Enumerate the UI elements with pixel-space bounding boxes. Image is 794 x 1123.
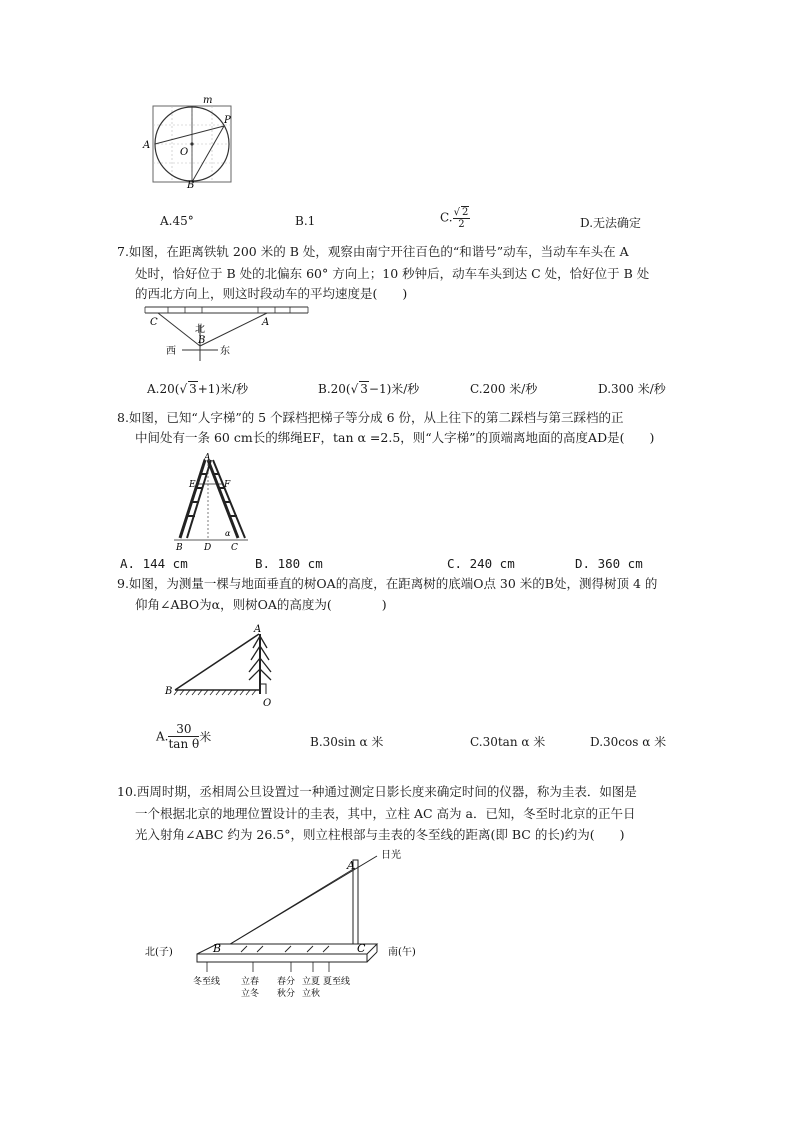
q10-text-line-3: 光入射角∠ABC 约为 26.5°，则立柱根部与圭表的冬至线的距离(即 BC 的长)约为( )	[135, 827, 625, 842]
q10-text-line-1: 10.西周时期，丞相周公旦设置过一种通过测定日影长度来确定时间的仪器，称为圭表．如图是	[117, 784, 637, 799]
q7-option-a: A.20(√ 3+1)米/秒	[147, 382, 249, 396]
q7-figure	[140, 303, 315, 363]
q7-text-line-2: 处时，恰好位于 B 处的北偏东 60° 方向上；10 秒钟后，动车车头到达 C 处，恰好位于 B 处	[135, 266, 650, 281]
q7-option-c: C.200 米/秒	[470, 382, 538, 396]
q10-label-b: B	[213, 942, 222, 955]
q8-label-c: C	[231, 543, 238, 552]
q10-label-equinox2: 秋分	[277, 989, 296, 999]
q8-option-a: A. 144 cm	[120, 556, 188, 571]
q10-label-summer1: 立夏	[302, 977, 321, 987]
q10-label-summer-line: 夏至线	[323, 977, 351, 987]
q10-label-summer2: 立秋	[302, 989, 321, 999]
q8-label-b: B	[176, 543, 183, 552]
q8-option-b: B. 180 cm	[255, 556, 323, 571]
q6-option-b: B.1	[295, 214, 316, 228]
q7-label-west: 西	[166, 346, 176, 357]
q6-label-b: B	[187, 180, 195, 190]
q8-option-c: C. 240 cm	[447, 556, 515, 571]
q9-label-o: O	[263, 698, 272, 709]
q10-label-winter: 冬至线	[193, 977, 221, 987]
q7-label-north: 北	[195, 324, 205, 335]
q7-text-line-3: 的西北方向上，则这时段动车的平均速度是( )	[135, 286, 408, 301]
q10-figure	[145, 848, 430, 1008]
q8-label-alpha: α	[225, 529, 231, 538]
q10-label-sunlight: 日光	[381, 850, 401, 861]
q9-label-a: A	[254, 624, 262, 635]
q9-text-line-1: 9.如图，为测量一棵与地面垂直的树OA的高度，在距离树的底端O点 30 米的B处，测得树顶 4 的	[117, 576, 658, 591]
q6-option-d: D.无法确定	[580, 216, 642, 230]
q6-label-p: P	[224, 115, 231, 126]
q6-label-m: m	[203, 95, 213, 106]
q10-label-spring2: 立冬	[241, 989, 260, 999]
q9-option-a: A. $\frac{30}{\text{tan θ}}$ 米	[156, 722, 212, 751]
q10-label-equinox1: 春分	[277, 977, 296, 987]
q10-label-spring1: 立春	[241, 977, 260, 987]
q10-label-north: 北(子)	[145, 947, 173, 958]
q10-label-a: A	[347, 859, 355, 872]
q9-text-line-2: 仰角∠ABO为α，则树OA的高度为( )	[135, 597, 387, 612]
q7-label-a: A	[262, 317, 270, 328]
q9-label-b: B	[165, 686, 173, 697]
q10-label-c: C	[357, 942, 366, 955]
q8-label-a: A	[204, 453, 211, 463]
q9-option-c: C.30tan α 米	[470, 735, 546, 749]
q8-text-line-1: 8.如图，已知“人字梯”的 5 个踩档把梯子等分成 6 份，从上往下的第二踩档与第三踩档的正	[117, 410, 624, 425]
q9-figure	[160, 622, 285, 710]
q10-text-line-2: 一个根据北京的地理位置设计的圭表，其中，立柱 AC 高为 a．已知，冬至时北京的正午日	[135, 806, 636, 821]
q6-option-a: A.45°	[160, 214, 194, 228]
q8-figure	[168, 452, 253, 552]
q9-option-b: B.30sin α 米	[310, 735, 384, 749]
q7-text-line-1: 7.如图，在距离铁轨 200 米的 B 处，观察由南宁开往百色的“和谐号”动车，当动车车头在 A	[117, 244, 629, 259]
q6-label-a: A	[143, 140, 151, 151]
q7-option-b: B.20(√ 3−1)米/秒	[318, 382, 420, 396]
q8-option-d: D. 360 cm	[575, 556, 643, 571]
q8-label-f: F	[224, 480, 231, 490]
q7-option-d: D.300 米/秒	[598, 382, 666, 396]
q8-label-d: D	[204, 543, 212, 552]
q10-label-south: 南(午)	[388, 947, 416, 958]
q7-label-b: B	[198, 335, 206, 346]
q6-label-o: O	[180, 147, 189, 158]
q6-option-c: C. $\frac{√ 2}{2}$	[440, 207, 469, 230]
q7-label-c: C	[150, 317, 158, 328]
q7-label-east: 东	[220, 346, 230, 357]
q6-figure	[140, 95, 240, 190]
q8-text-line-2: 中间处有一条 60 cm长的绑绳EF，tan α =2.5，则“人字梯”的顶端离地面的高度AD是( )	[135, 430, 655, 445]
q8-label-e: E	[189, 480, 196, 490]
q9-option-d: D.30cos α 米	[590, 735, 667, 749]
